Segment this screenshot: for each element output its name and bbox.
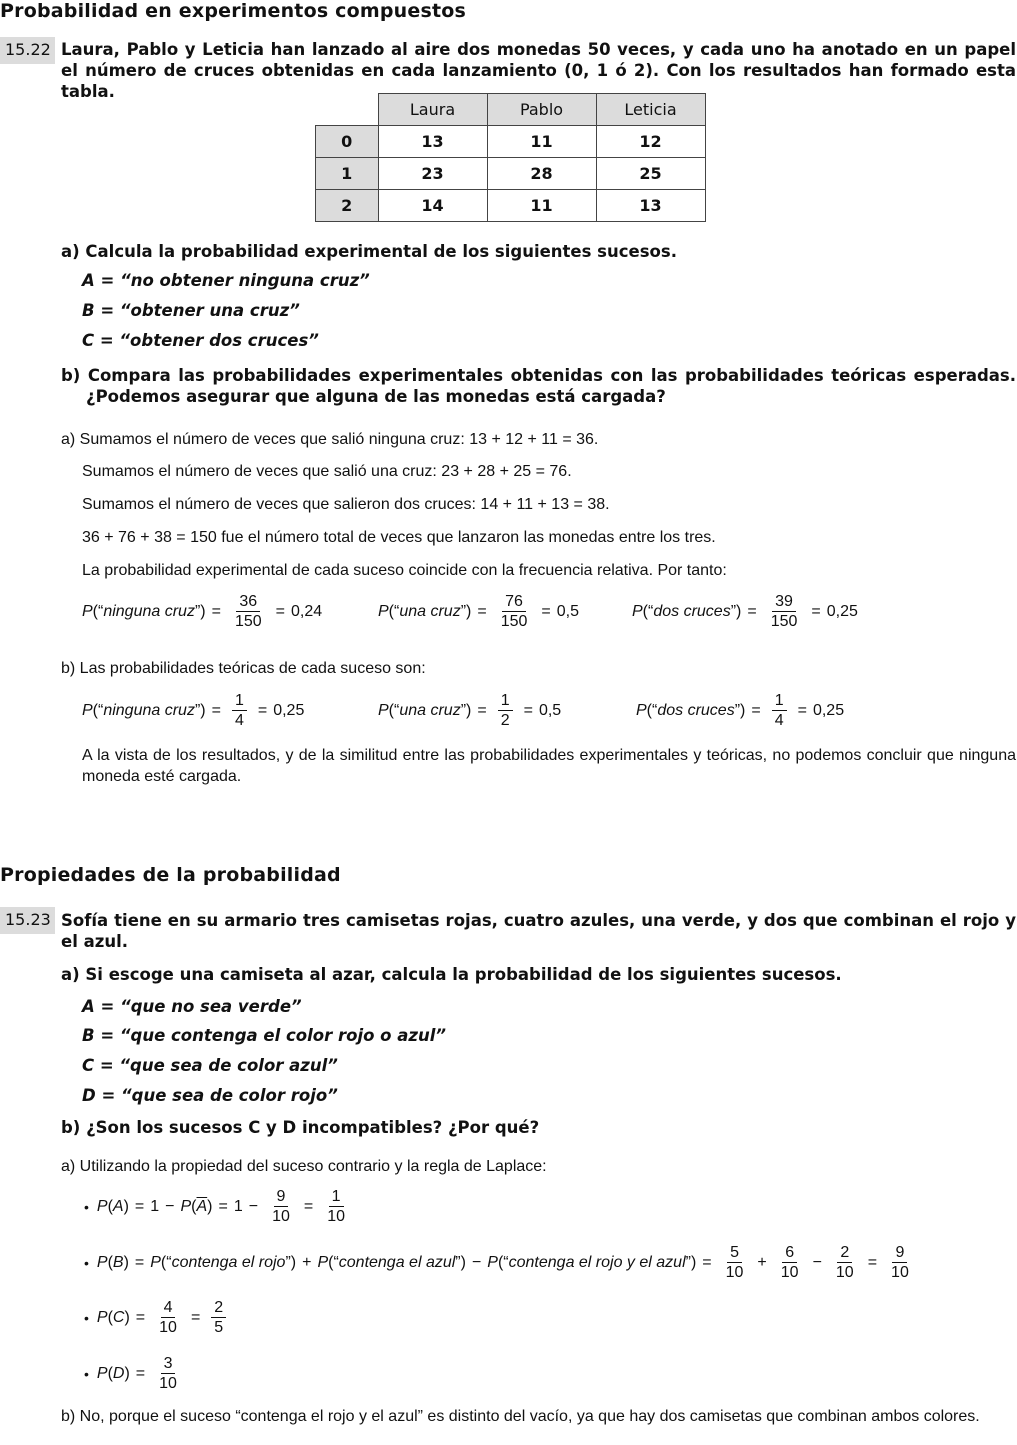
table-cell: 23 — [378, 158, 487, 190]
fraction-denominator: 10 — [780, 1264, 799, 1281]
event-b: B = “que contenga el color rojo o azul” — [82, 1026, 447, 1045]
fraction-numerator: 5 — [727, 1243, 742, 1263]
column-header: Leticia — [596, 94, 705, 126]
table-header-row — [316, 94, 706, 126]
fraction-numerator: 1 — [329, 1187, 344, 1207]
event-name: una cruz — [399, 701, 461, 719]
fraction-denominator: 4 — [774, 712, 784, 729]
table-row — [316, 126, 706, 158]
question-b-line2: ¿Podemos asegurar que alguna de las monedas está cargada? — [86, 387, 666, 406]
bullet-icon: • — [84, 1254, 89, 1271]
fraction-denominator: 150 — [500, 613, 528, 630]
bullet-icon: • — [84, 1309, 89, 1326]
fraction-numerator: 1 — [498, 691, 513, 711]
fraction-denominator: 10 — [327, 1208, 346, 1225]
fraction-numerator: 9 — [274, 1187, 289, 1207]
fraction-denominator: 10 — [159, 1319, 177, 1336]
exercise-number: 15.23 — [0, 907, 55, 934]
event-name: ninguna cruz — [103, 602, 195, 620]
formula-theoretical-1: P(“ninguna cruz”) = $\frac{1}{4}$ = 0,25 — [82, 692, 305, 729]
one-value: 1 — [233, 1197, 243, 1215]
solution-line: Sumamos el número de veces que salió una cruz: 23 + 28 + 25 = 76. — [82, 463, 572, 480]
one-value: 1 — [150, 1197, 160, 1215]
solution-a-intro: a) Utilizando la propiedad del suceso contrario y la regla de Laplace: — [61, 1158, 547, 1175]
solution-b-intro: b) Las probabilidades teóricas de cada suceso son: — [61, 660, 426, 677]
event-name: contenga el rojo y el azul — [508, 1253, 686, 1271]
fraction-denominator: 10 — [891, 1264, 909, 1281]
fraction-numerator: 4 — [161, 1298, 176, 1318]
table-cell: 13 — [596, 190, 705, 222]
formula-pd: • P(D) = $\frac{3}{10}$ — [84, 1354, 185, 1393]
result-value: 0,25 — [826, 602, 858, 620]
fraction-denominator: 10 — [725, 1264, 744, 1281]
table-row — [316, 158, 706, 190]
table-row — [316, 190, 706, 222]
table-cell: 12 — [596, 126, 705, 158]
fraction-denominator: 150 — [770, 613, 798, 630]
formula-experimental-2: P(“una cruz”) = $\frac{76}{150}$ = 0,5 — [378, 593, 579, 630]
question-b: b) ¿Son los sucesos C y D incompatibles? ¿Por qué? — [61, 1118, 540, 1137]
bullet-icon: • — [84, 1198, 89, 1215]
question-a: a) Calcula la probabilidad experimental de los siguientes sucesos. — [61, 242, 677, 261]
fraction-denominator: 150 — [234, 613, 262, 630]
section-title: Probabilidad en experimentos compuestos — [0, 0, 467, 22]
table-cell: 11 — [487, 190, 596, 222]
event-name: contenga el rojo — [171, 1253, 286, 1271]
event-name: dos cruces — [657, 701, 735, 719]
section-title: Propiedades de la probabilidad — [0, 864, 341, 886]
event-a: A = “que no sea verde” — [82, 997, 302, 1016]
event-name: contenga el azul — [338, 1253, 456, 1271]
solution-line: 36 + 76 + 38 = 150 fue el número total de veces que lanzaron las monedas entre los tres. — [82, 529, 716, 546]
column-header: Laura — [378, 94, 487, 126]
fraction-numerator: 1 — [232, 691, 247, 711]
formula-theoretical-2: P(“una cruz”) = $\frac{1}{2}$ = 0,5 — [378, 692, 562, 729]
fraction-numerator: 3 — [161, 1354, 176, 1374]
event-b: B = “obtener una cruz” — [82, 301, 300, 320]
solution-b: b) No, porque el suceso “contenga el rojo y el azul” es distinto del vacío, ya que hay dos camisetas que combinan ambos colores. — [61, 1408, 980, 1425]
formula-pb: • P(B) = P(“contenga el rojo”) + P(“contenga el azul”) − P(“contenga el rojo y el azul”) = $\frac{5}{10}$ + $\frac{6}{10}$ − $\frac{2}{10}$ = $\frac{9}{10}$ — [84, 1243, 917, 1282]
results-table — [315, 93, 706, 222]
column-header: Pablo — [487, 94, 596, 126]
exercise-number: 15.22 — [0, 37, 55, 64]
table-cell: 11 — [487, 126, 596, 158]
fraction-numerator: 36 — [236, 592, 260, 612]
fraction-denominator: 10 — [835, 1264, 854, 1281]
solution-line: a) Sumamos el número de veces que salió ninguna cruz: 13 + 12 + 11 = 36. — [61, 431, 599, 448]
formula-pa: • P(A) = 1 − $P(\overline{A})$ = 1 − $\frac{9}{10}$ = $\frac{1}{10}$ — [84, 1187, 353, 1226]
fraction-numerator: 2 — [837, 1243, 852, 1263]
result-value: 0,24 — [291, 602, 323, 620]
formula-pc: • P(C) = $\frac{4}{10}$ = $\frac{2}{5}$ — [84, 1298, 231, 1337]
formula-experimental-3: P(“dos cruces”) = $\frac{39}{150}$ = 0,25 — [632, 593, 858, 630]
table-cell: 14 — [378, 190, 487, 222]
fraction-denominator: 10 — [159, 1375, 177, 1392]
event-c: C = “que sea de color azul” — [82, 1056, 338, 1075]
fraction-numerator: 39 — [772, 592, 796, 612]
event-c: C = “obtener dos cruces” — [82, 331, 319, 350]
event-name: una cruz — [399, 602, 461, 620]
result-value: 0,25 — [273, 701, 305, 719]
formula-theoretical-3: P(“dos cruces”) = $\frac{1}{4}$ = 0,25 — [636, 692, 845, 729]
fraction-numerator: 1 — [772, 691, 787, 711]
table-cell: 25 — [596, 158, 705, 190]
solution-line: Sumamos el número de veces que salieron dos cruces: 14 + 11 + 13 = 38. — [82, 496, 610, 513]
question-a: a) Si escoge una camiseta al azar, calcula la probabilidad de los siguientes sucesos. — [61, 965, 842, 984]
question-b-line1: b) Compara las probabilidades experimentales obtenidas con las probabilidades teóricas esperadas. — [61, 366, 1016, 385]
fraction-numerator: 9 — [892, 1243, 907, 1263]
row-header: 0 — [316, 126, 379, 158]
table-cell: 13 — [378, 126, 487, 158]
fraction-numerator: 6 — [782, 1243, 797, 1263]
table-cell: 28 — [487, 158, 596, 190]
event-name: dos cruces — [653, 602, 731, 620]
event-a: A = “no obtener ninguna cruz” — [82, 271, 370, 290]
row-header: 2 — [316, 190, 379, 222]
exercise-statement: Sofía tiene en su armario tres camisetas rojas, cuatro azules, una verde, y dos que combinan el rojo y el azul. — [61, 911, 1016, 951]
bullet-icon: • — [84, 1365, 89, 1382]
result-value: 0,25 — [812, 701, 845, 719]
solution-line: La probabilidad experimental de cada suceso coincide con la frecuencia relativa. Por tanto: — [82, 562, 727, 579]
fraction-denominator: 5 — [214, 1319, 224, 1336]
conclusion: A la vista de los resultados, y de la similitud entre las probabilidades experimentales y teóricas, no podemos concluir que ninguna moneda esté cargada. — [82, 747, 1016, 785]
event-name: ninguna cruz — [103, 701, 195, 719]
fraction-numerator: 76 — [502, 592, 526, 612]
result-value: 0,5 — [538, 701, 562, 719]
event-d: D = “que sea de color rojo” — [82, 1086, 338, 1105]
row-header: 1 — [316, 158, 379, 190]
fraction-denominator: 4 — [234, 712, 244, 729]
fraction-numerator: 2 — [211, 1298, 226, 1318]
fraction-denominator: 10 — [272, 1208, 290, 1225]
exercise-statement: Laura, Pablo y Leticia han lanzado al aire dos monedas 50 veces, y cada uno ha anotado en un papel el número de cruces obtenidas en cada lanzamiento (0, 1 ó 2). Con los resultados han formado esta tabla. — [61, 40, 1016, 101]
formula-experimental-1: P(“ninguna cruz”) = $\frac{36}{150}$ = 0,24 — [82, 593, 323, 630]
fraction-denominator: 2 — [500, 712, 510, 729]
result-value: 0,5 — [556, 602, 579, 620]
